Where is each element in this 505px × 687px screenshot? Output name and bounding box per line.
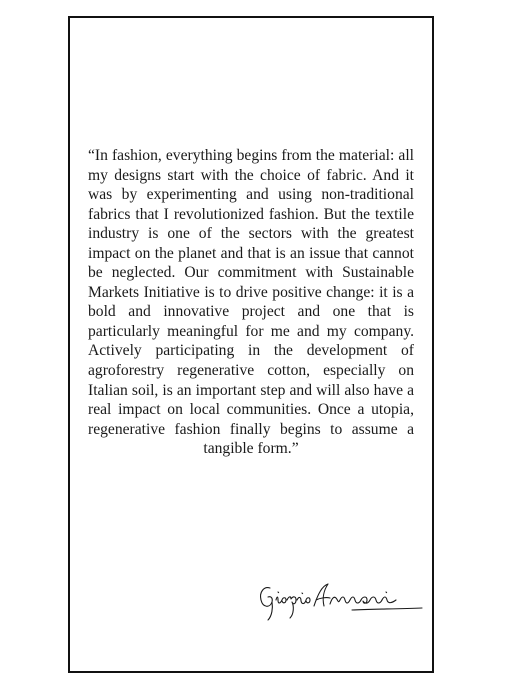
quote-card	[68, 16, 434, 673]
handwritten-signature	[256, 578, 426, 622]
quote-text: “In fashion, everything begins from the material: all my designs start with the choice of fabric. And it was by experimenting and using non-traditional fabrics that I revolutionized fashion. But the textile industry is one of the sectors with the greatest impact on the planet and that is an issue that cannot be neglected. Our commitment with Sustainable Markets Initiative is to drive positive change: it is a bold and innovative project and one that is particularly meaningful for me and my company. Actively participating in the development of agroforestry regenerative cotton, especially on Italian soil, is an important step and will also have a real impact on local communities. Once a utopia, regenerative fashion finally begins to assume a tangible form.”	[88, 147, 414, 458]
